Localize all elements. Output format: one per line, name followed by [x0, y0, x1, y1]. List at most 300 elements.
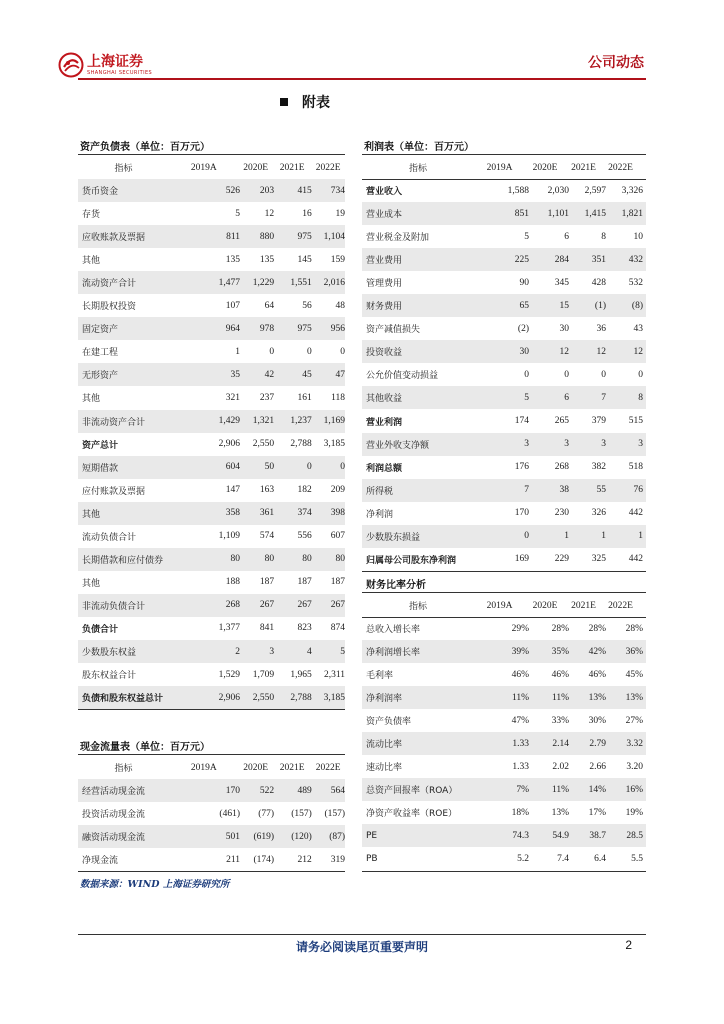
row-value: 267 [259, 600, 275, 611]
row-value: 42% [588, 646, 606, 657]
ratios-title: 财务比率分析 [366, 580, 426, 591]
row-label: 长期借款和应付债券 [82, 555, 164, 566]
row-label: 股东权益合计 [82, 671, 137, 682]
row-value: 30 [519, 346, 529, 357]
row-value: 38 [559, 485, 569, 496]
row-value: 12 [633, 346, 643, 357]
row-value: 841 [259, 623, 275, 634]
row-label: 长期股权投资 [82, 302, 137, 313]
row-value: 90 [519, 277, 529, 288]
row-value: 3 [524, 439, 529, 450]
document-type: 公司动态 [588, 55, 644, 71]
table-row [362, 340, 646, 363]
row-value: 80 [335, 554, 346, 565]
row-value: 170 [514, 508, 529, 519]
row-value: 28% [551, 623, 569, 634]
row-value: 169 [514, 554, 529, 565]
row-label: 其他 [82, 578, 101, 589]
logo-english-name: SHANGHAI SECURITIES [87, 69, 153, 76]
row-label: 总资产回报率（ROA） [366, 786, 458, 797]
table-row [362, 824, 646, 847]
row-value: 2,788 [290, 692, 312, 703]
row-value: 11% [551, 692, 569, 703]
row-value: 5 [524, 392, 529, 403]
row-value: 39% [511, 646, 529, 657]
row-value: 2,030 [547, 185, 569, 196]
column-header-label: 指标 [114, 164, 133, 174]
section-title [280, 92, 330, 112]
row-value: 0 [307, 346, 312, 357]
row-value: 7 [601, 392, 606, 403]
column-header-year: 2022E [315, 162, 341, 173]
row-value: (157) [324, 808, 346, 819]
row-value: 2 [235, 646, 240, 657]
row-value: 1,588 [507, 185, 529, 196]
row-value: 1 [601, 531, 606, 542]
row-value: 135 [259, 254, 275, 265]
row-value: 3,185 [323, 439, 346, 450]
row-value: 182 [297, 485, 312, 496]
row-label: 其他 [82, 509, 101, 520]
row-value: 6 [564, 392, 569, 403]
row-value: (174) [253, 854, 275, 865]
row-value: 176 [514, 462, 529, 473]
row-value: 56 [302, 300, 312, 311]
row-label: 存货 [82, 210, 101, 221]
column-header-year: 2020E [243, 162, 269, 173]
row-value: 36% [625, 646, 643, 657]
table-row [362, 271, 646, 294]
row-value: 19 [335, 208, 346, 219]
table-row [78, 571, 345, 594]
row-value: 187 [330, 577, 346, 588]
row-label: 净利润率 [366, 694, 403, 705]
column-header-year: 2021E [279, 762, 305, 773]
section-title-text: 附表 [302, 95, 330, 111]
row-label: 无形资产 [82, 371, 119, 382]
row-value: 428 [591, 277, 606, 288]
row-value: 7 [524, 485, 529, 496]
row-value: 17% [588, 807, 606, 818]
row-label: 货币资金 [82, 187, 119, 197]
table-row [362, 433, 646, 456]
row-label: 利润总额 [366, 463, 403, 474]
row-value: (2) [517, 323, 529, 334]
table-row [362, 179, 646, 202]
row-value: 518 [628, 462, 643, 473]
table-bottom-rule [362, 571, 646, 572]
row-value: 107 [225, 300, 240, 311]
table-row [362, 755, 646, 778]
row-label: 其他 [82, 256, 101, 267]
row-value: 1,529 [218, 669, 240, 680]
table-row [362, 479, 646, 502]
row-value: 532 [628, 277, 643, 288]
table-row [362, 248, 646, 271]
row-value: 13% [588, 692, 606, 703]
row-label: 投资活动现金流 [82, 810, 146, 821]
row-label: 其他 [82, 394, 101, 405]
row-label: 投资收益 [366, 348, 403, 359]
table-row [362, 294, 646, 317]
row-value: 361 [259, 508, 275, 519]
row-value: 80 [264, 554, 275, 565]
row-value: 5 [524, 231, 529, 242]
table-top-rule [78, 154, 345, 155]
row-value: 118 [331, 392, 346, 403]
balance-sheet-title: 资产负债表（单位：百万元） [80, 142, 210, 153]
table-row [78, 848, 345, 871]
row-value: 13% [551, 807, 569, 818]
row-value: 203 [259, 185, 275, 196]
row-value: 65 [519, 300, 529, 311]
row-value: 237 [259, 392, 275, 403]
table-top-rule [78, 754, 345, 755]
row-value: 1 [235, 346, 240, 357]
column-header-year: 2020E [532, 600, 558, 611]
row-value: 225 [514, 254, 529, 265]
table-row [78, 317, 345, 340]
row-value: 267 [297, 600, 312, 611]
table-row [78, 686, 345, 709]
column-header-year: 2021E [571, 600, 596, 611]
table-row [78, 779, 345, 802]
table-row [362, 801, 646, 824]
row-value: (157) [291, 808, 312, 819]
row-value: 956 [330, 323, 346, 334]
table-header-row [362, 594, 646, 617]
row-value: 604 [225, 462, 240, 473]
table-top-rule [362, 592, 646, 593]
table-top-rule [362, 154, 646, 155]
row-label: 公允价值变动损益 [366, 371, 439, 382]
row-value: 163 [259, 485, 275, 496]
row-value: 2.02 [552, 761, 569, 772]
row-label: 融资活动现金流 [82, 833, 146, 844]
table-row [78, 179, 345, 202]
row-label: 净利润增长率 [366, 648, 421, 659]
row-label: 速动比率 [366, 763, 403, 774]
table-row [78, 594, 345, 617]
row-value: 2,788 [290, 439, 312, 450]
row-value: 12 [264, 208, 275, 219]
row-value: 284 [554, 254, 569, 265]
row-value: 16 [302, 208, 312, 219]
row-value: 526 [225, 185, 240, 196]
row-value: 8 [638, 392, 643, 403]
row-value: 607 [330, 531, 346, 542]
row-value: 415 [297, 185, 312, 196]
row-value: 11% [511, 692, 529, 703]
row-value: 1,109 [218, 531, 240, 542]
row-label: 固定资产 [82, 325, 119, 336]
row-value: 1,377 [218, 623, 240, 634]
row-value: 1,101 [547, 208, 569, 219]
row-value: 0 [524, 531, 529, 542]
table-row [362, 363, 646, 386]
row-value: 6.4 [594, 854, 606, 864]
row-value: 18% [511, 807, 529, 818]
row-value: 0 [307, 462, 312, 473]
row-label: 所得税 [366, 486, 394, 497]
row-value: 80 [230, 554, 240, 565]
table-row [362, 225, 646, 248]
table-row [78, 617, 345, 640]
row-value: 3 [638, 439, 643, 450]
column-header-label: 指标 [408, 164, 427, 174]
row-value: 358 [225, 508, 240, 519]
row-value: 5 [340, 646, 346, 657]
row-label: 非流动资产合计 [82, 417, 146, 428]
row-value: 319 [330, 854, 346, 865]
row-value: (120) [291, 831, 312, 842]
logo-emblem-icon [58, 52, 84, 78]
table-row [362, 202, 646, 225]
row-label: PB [366, 854, 378, 864]
row-value: 12 [596, 346, 606, 357]
table-row [78, 456, 345, 479]
table-row [78, 802, 345, 825]
row-label: 流动资产合计 [82, 279, 137, 290]
income-statement-title: 利润表（单位：百万元） [364, 142, 474, 153]
row-value: 135 [225, 254, 240, 265]
row-value: 874 [330, 623, 346, 634]
row-label: 财务费用 [366, 302, 403, 313]
row-value: 556 [297, 531, 312, 542]
row-label: 营业收入 [366, 187, 403, 197]
column-header-year: 2019A [190, 162, 217, 173]
row-label: 少数股东权益 [82, 648, 137, 658]
row-label: 净现金流 [82, 856, 119, 867]
row-value: 4 [307, 646, 312, 657]
row-value: 734 [330, 185, 346, 196]
row-value: 3,185 [323, 692, 346, 703]
row-value: (1) [594, 300, 606, 311]
row-value: (461) [219, 808, 240, 819]
row-value: 2,016 [323, 277, 346, 288]
row-value: 268 [554, 462, 569, 473]
row-label: 资产负债率 [366, 717, 412, 728]
table-row [78, 825, 345, 848]
row-value: 2.14 [552, 738, 569, 749]
company-logo [58, 50, 152, 80]
row-value: 45% [625, 669, 643, 680]
row-value: 382 [591, 462, 606, 473]
table-row [362, 548, 646, 571]
row-value: 1.33 [512, 761, 529, 772]
row-value: 2.79 [589, 738, 606, 749]
row-value: 432 [628, 254, 643, 265]
row-value: 2,597 [584, 185, 606, 196]
row-value: 2,906 [218, 692, 240, 703]
row-value: 345 [554, 277, 569, 288]
footer-divider [78, 934, 646, 935]
row-value: 28% [625, 623, 643, 634]
row-value: 1,104 [323, 231, 346, 242]
row-value: 47% [511, 715, 529, 726]
row-value: 0 [524, 369, 529, 380]
row-value: 267 [330, 600, 346, 611]
row-value: 28.5 [626, 830, 643, 841]
column-header-year: 2021E [279, 162, 305, 173]
row-label: 在建工程 [82, 348, 119, 359]
row-value: 522 [259, 785, 275, 796]
row-value: 48 [335, 300, 346, 311]
table-row [362, 686, 646, 709]
row-value: 174 [514, 416, 529, 426]
table-row [78, 271, 345, 294]
row-value: 3 [564, 439, 569, 450]
row-value: 13% [625, 692, 643, 703]
table-row [362, 663, 646, 686]
table-row [362, 848, 646, 871]
row-value: 1.33 [512, 738, 529, 749]
row-value: 7% [516, 784, 529, 795]
row-value: 159 [330, 254, 346, 265]
row-value: 46% [511, 669, 529, 680]
row-value: 211 [226, 854, 240, 865]
column-header-year: 2022E [608, 162, 633, 173]
row-label: 净利润 [366, 509, 394, 520]
row-value: 46% [551, 669, 569, 680]
row-value: 3 [269, 646, 275, 657]
table-row [362, 317, 646, 340]
column-header-year: 2019A [190, 762, 217, 773]
row-value: 442 [628, 508, 643, 519]
table-row [362, 778, 646, 801]
row-value: 35 [230, 369, 240, 380]
table-header-row [78, 156, 345, 179]
row-label: 流动比率 [366, 740, 403, 751]
table-row [362, 410, 646, 433]
row-value: (87) [329, 831, 346, 842]
header-divider [78, 78, 646, 80]
row-label: PE [366, 830, 378, 841]
row-value: 0 [638, 369, 643, 380]
row-value: 1,415 [584, 208, 606, 219]
row-value: 80 [302, 554, 312, 565]
row-value: 161 [297, 392, 312, 403]
table-row [78, 386, 345, 409]
row-label: 归属母公司股东净利润 [366, 555, 457, 566]
row-value: 0 [269, 346, 275, 357]
row-label: 负债和股东权益总计 [82, 694, 164, 705]
row-value: 5 [235, 208, 240, 219]
row-value: 209 [330, 485, 346, 496]
row-value: 27% [625, 715, 643, 726]
column-header-year: 2022E [315, 762, 341, 773]
row-value: 0 [564, 369, 569, 380]
table-header-row [78, 756, 345, 779]
column-header-year: 2019A [486, 600, 513, 611]
row-value: 15 [559, 300, 569, 311]
column-header-year: 2021E [571, 162, 596, 173]
row-value: 46% [588, 669, 606, 680]
row-value: 10 [633, 231, 643, 242]
row-value: 19% [625, 807, 643, 818]
table-row [362, 640, 646, 663]
row-value: 145 [297, 254, 312, 265]
column-header-year: 2022E [608, 600, 633, 611]
row-value: 30 [559, 323, 569, 334]
row-value: 12 [559, 346, 569, 357]
row-value: 230 [554, 508, 569, 519]
row-label: 营业成本 [366, 210, 403, 221]
row-value: 188 [225, 577, 240, 588]
row-value: 28% [588, 623, 606, 634]
data-source-note: 数据来源：WIND 上海证券研究所 [80, 879, 230, 890]
row-value: 2,550 [252, 439, 275, 450]
row-value: 212 [297, 854, 312, 865]
row-value: 1,709 [252, 669, 275, 680]
row-value: 489 [297, 785, 312, 796]
row-value: 38.7 [589, 830, 606, 841]
footer-disclaimer: 请务必阅读尾页重要声明 [295, 940, 428, 954]
table-row [78, 410, 345, 433]
row-value: 45 [302, 369, 312, 380]
row-label: 应付账款及票据 [82, 486, 146, 497]
row-value: 1,237 [290, 416, 312, 426]
row-value: 7.4 [557, 854, 569, 864]
column-header-year: 2020E [532, 162, 558, 173]
row-value: 501 [225, 831, 240, 842]
row-value: 1,229 [252, 277, 275, 288]
row-value: 36 [596, 323, 606, 334]
row-value: 76 [633, 485, 643, 496]
row-value: 326 [591, 508, 606, 519]
row-value: 30% [588, 715, 606, 726]
row-value: 268 [225, 600, 240, 611]
row-label: 资产减值损失 [366, 325, 421, 336]
row-label: 短期借款 [82, 463, 119, 474]
row-value: 1,477 [218, 277, 240, 288]
row-value: 851 [514, 208, 529, 219]
table-row [78, 225, 345, 248]
row-value: 379 [591, 416, 606, 426]
row-value: 47 [335, 369, 346, 380]
row-value: 55 [596, 485, 606, 496]
column-header-label: 指标 [114, 764, 133, 774]
row-value: 1,551 [290, 277, 312, 288]
row-value: 33% [551, 715, 569, 726]
row-value: 978 [259, 323, 275, 334]
table-row [362, 617, 646, 640]
row-value: 1,321 [252, 416, 275, 426]
table-row [78, 548, 345, 571]
row-label: 营业税金及附加 [366, 233, 430, 244]
table-row [362, 456, 646, 479]
table-header-row [362, 156, 646, 179]
row-value: 229 [554, 554, 569, 565]
row-label: 其他收益 [366, 394, 403, 405]
cash-flow-title: 现金流量表（单位：百万元） [80, 742, 210, 753]
row-value: 54.9 [552, 830, 569, 841]
row-value: 35% [551, 646, 569, 657]
row-value: 1,965 [290, 669, 312, 680]
row-label: 总收入增长率 [366, 625, 421, 635]
row-value: 3 [601, 439, 606, 450]
row-value: 16% [625, 784, 643, 795]
table-row [362, 732, 646, 755]
page-number: 2 [625, 938, 632, 952]
row-value: 975 [297, 323, 312, 334]
row-value: 398 [330, 508, 346, 519]
row-value: 374 [297, 508, 312, 519]
row-label: 毛利率 [366, 671, 394, 682]
table-row [78, 202, 345, 225]
row-value: (8) [631, 300, 643, 311]
row-value: 8 [601, 231, 606, 242]
